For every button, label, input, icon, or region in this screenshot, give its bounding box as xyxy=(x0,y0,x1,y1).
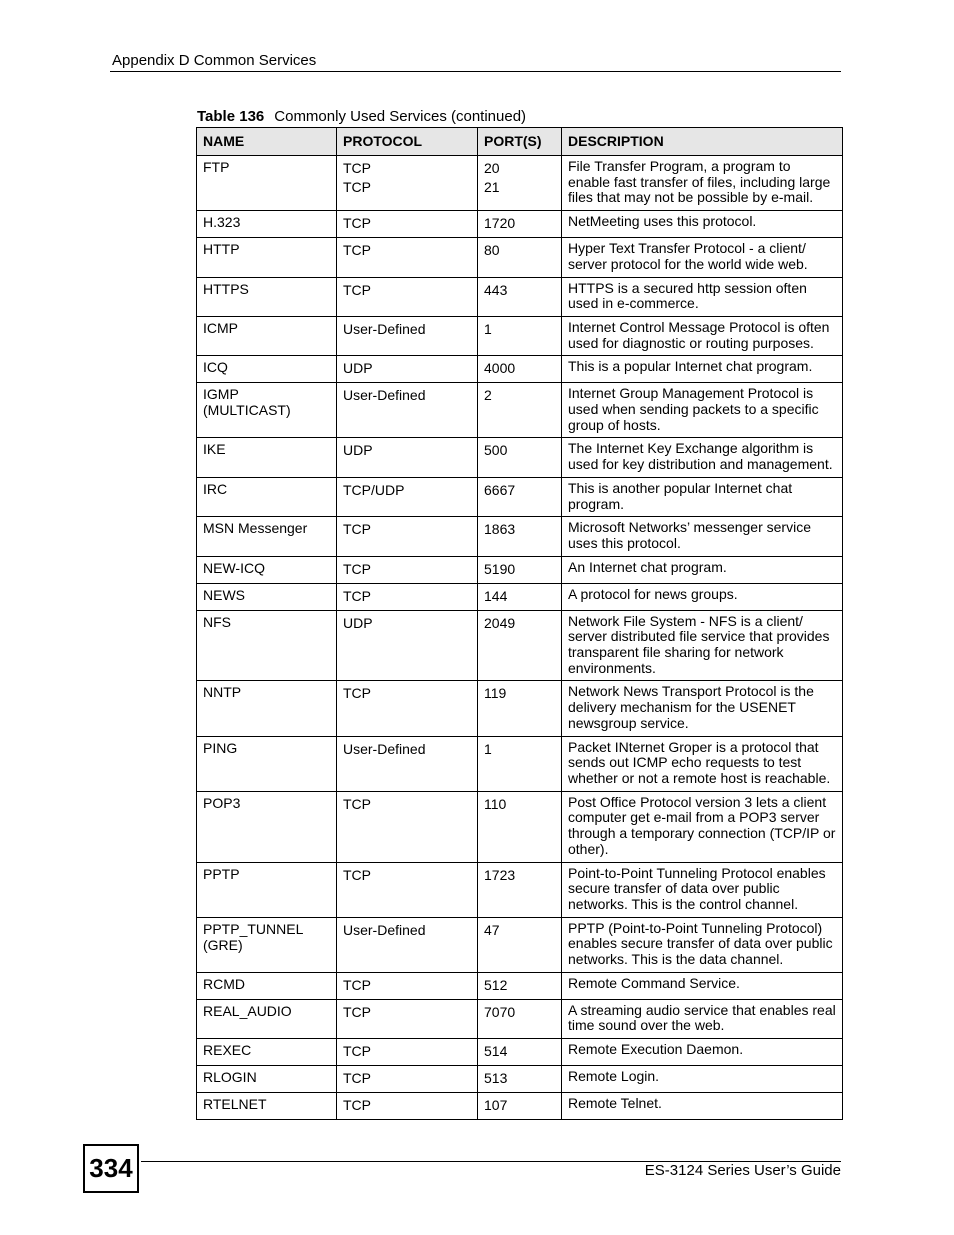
column-header-name: NAME xyxy=(197,128,337,156)
table-row xyxy=(197,1093,843,1120)
table-row xyxy=(197,238,843,277)
cell-protocol xyxy=(337,438,478,477)
cell-description: Remote Execution Daemon. xyxy=(562,1039,843,1066)
protocol-value: TCP xyxy=(343,1003,371,1020)
protocol-value: UDP xyxy=(343,442,373,459)
cell-protocol xyxy=(337,1093,478,1120)
table-row xyxy=(197,972,843,999)
port-value: 1723 xyxy=(484,866,516,883)
cell-protocol xyxy=(337,736,478,791)
cell-name: REAL_AUDIO xyxy=(197,999,337,1038)
cell-name: H.323 xyxy=(197,211,337,238)
cell-ports xyxy=(478,356,562,383)
port-value: 80 xyxy=(484,242,500,259)
cell-name: NEW-ICQ xyxy=(197,556,337,583)
protocol-value: TCP xyxy=(343,587,371,604)
cell-description: PPTP (Point-to-Point Tunneling Protocol) enables secure transfer of data over public networks. This is the data channel. xyxy=(562,917,843,972)
cell-description: Remote Command Service. xyxy=(562,972,843,999)
cell-protocol xyxy=(337,610,478,681)
protocol-value: TCP/UDP xyxy=(343,481,405,498)
cell-ports xyxy=(478,156,562,211)
protocol-value: TCP xyxy=(343,242,371,259)
cell-description: Network News Transport Protocol is the delivery mechanism for the USENET newsgroup service. xyxy=(562,681,843,736)
cell-ports xyxy=(478,238,562,277)
protocol-value: TCP xyxy=(343,685,371,702)
cell-ports xyxy=(478,862,562,917)
table-row xyxy=(197,862,843,917)
cell-description: Internet Control Message Protocol is often used for diagnostic or routing purposes. xyxy=(562,316,843,355)
protocol-value: TCP xyxy=(343,179,371,195)
cell-ports xyxy=(478,277,562,316)
table-row xyxy=(197,277,843,316)
cell-protocol xyxy=(337,791,478,862)
cell-ports xyxy=(478,917,562,972)
cell-protocol xyxy=(337,917,478,972)
cell-ports xyxy=(478,999,562,1038)
table-caption-title: Commonly Used Services (continued) xyxy=(274,108,527,125)
table-row xyxy=(197,477,843,516)
table-header-row xyxy=(197,128,843,156)
port-value: 512 xyxy=(484,976,508,993)
cell-description: An Internet chat program. xyxy=(562,556,843,583)
port-value: 5190 xyxy=(484,560,516,577)
table-row xyxy=(197,917,843,972)
cell-name: IGMP (MULTICAST) xyxy=(197,383,337,438)
cell-ports xyxy=(478,438,562,477)
cell-ports xyxy=(478,1066,562,1093)
cell-name: FTP xyxy=(197,156,337,211)
cell-name: HTTP xyxy=(197,238,337,277)
table-row xyxy=(197,610,843,681)
cell-name: MSN Messenger xyxy=(197,517,337,556)
cell-description: Microsoft Networks’ messenger service uses this protocol. xyxy=(562,517,843,556)
cell-name: NFS xyxy=(197,610,337,681)
cell-name: PPTP_TUNNEL (GRE) xyxy=(197,917,337,972)
cell-protocol xyxy=(337,1039,478,1066)
cell-protocol xyxy=(337,862,478,917)
cell-protocol xyxy=(337,517,478,556)
protocol-value: TCP xyxy=(343,160,371,176)
cell-name: REXEC xyxy=(197,1039,337,1066)
table-row xyxy=(197,1039,843,1066)
cell-description: A protocol for news groups. xyxy=(562,583,843,610)
cell-description: Remote Telnet. xyxy=(562,1093,843,1120)
protocol-value: TCP xyxy=(343,521,371,538)
cell-name: HTTPS xyxy=(197,277,337,316)
cell-protocol xyxy=(337,583,478,610)
cell-ports xyxy=(478,681,562,736)
cell-description: NetMeeting uses this protocol. xyxy=(562,211,843,238)
port-value: 500 xyxy=(484,442,508,459)
page-number: 334 xyxy=(83,1144,139,1193)
protocol-value: TCP xyxy=(343,560,371,577)
cell-name: NNTP xyxy=(197,681,337,736)
protocol-value: TCP xyxy=(343,1070,371,1087)
cell-name: ICMP xyxy=(197,316,337,355)
port-value: 110 xyxy=(484,795,507,812)
table-body xyxy=(197,156,843,1120)
cell-protocol xyxy=(337,383,478,438)
column-header-protocol: PROTOCOL xyxy=(337,128,478,156)
cell-protocol xyxy=(337,238,478,277)
cell-ports xyxy=(478,791,562,862)
cell-name: RTELNET xyxy=(197,1093,337,1120)
table-row xyxy=(197,316,843,355)
protocol-value: User-Defined xyxy=(343,740,426,757)
port-value: 514 xyxy=(484,1043,508,1060)
cell-description: This is another popular Internet chat program. xyxy=(562,477,843,516)
protocol-value: User-Defined xyxy=(343,320,426,337)
cell-ports xyxy=(478,972,562,999)
protocol-value: User-Defined xyxy=(343,921,426,938)
table-row xyxy=(197,681,843,736)
port-value: 1 xyxy=(484,740,492,757)
table-row xyxy=(197,556,843,583)
column-header-description: DESCRIPTION xyxy=(562,128,843,156)
cell-protocol xyxy=(337,681,478,736)
protocol-value: UDP xyxy=(343,360,373,377)
port-value: 21 xyxy=(484,179,500,195)
column-header-ports: PORT(S) xyxy=(478,128,562,156)
protocol-value: UDP xyxy=(343,614,373,631)
cell-protocol xyxy=(337,356,478,383)
cell-description: Point-to-Point Tunneling Protocol enables secure transfer of data over public networks. This is the control channel. xyxy=(562,862,843,917)
cell-protocol xyxy=(337,277,478,316)
cell-description: Remote Login. xyxy=(562,1066,843,1093)
port-value: 4000 xyxy=(484,360,516,377)
cell-protocol xyxy=(337,556,478,583)
cell-description: Network File System - NFS is a client/ server distributed file service that provides transparent file sharing for network environments. xyxy=(562,610,843,681)
cell-protocol xyxy=(337,1066,478,1093)
cell-ports xyxy=(478,1093,562,1120)
table-row xyxy=(197,156,843,211)
port-value: 2049 xyxy=(484,614,516,631)
table-caption-label: Table 136 xyxy=(197,108,265,125)
header-divider xyxy=(110,71,841,72)
cell-protocol xyxy=(337,477,478,516)
cell-description: A streaming audio service that enables real time sound over the web. xyxy=(562,999,843,1038)
cell-description: The Internet Key Exchange algorithm is used for key distribution and management. xyxy=(562,438,843,477)
cell-ports xyxy=(478,477,562,516)
table-row xyxy=(197,383,843,438)
cell-description: This is a popular Internet chat program. xyxy=(562,356,843,383)
cell-protocol xyxy=(337,156,478,211)
port-value: 47 xyxy=(484,921,500,938)
protocol-value: TCP xyxy=(343,215,371,232)
cell-description: Post Office Protocol version 3 lets a client computer get e-mail from a POP3 server through a temporary connection (TCP/IP or other). xyxy=(562,791,843,862)
table-row xyxy=(197,211,843,238)
table-row xyxy=(197,1066,843,1093)
cell-ports xyxy=(478,736,562,791)
guide-title: ES-3124 Series User’s Guide xyxy=(644,1162,841,1179)
protocol-value: TCP xyxy=(343,1043,371,1060)
port-value: 1863 xyxy=(484,521,516,538)
port-value: 1720 xyxy=(484,215,516,232)
protocol-value: User-Defined xyxy=(343,387,426,404)
port-value: 107 xyxy=(484,1097,508,1114)
protocol-value: TCP xyxy=(343,866,371,883)
table-row xyxy=(197,438,843,477)
table-row xyxy=(197,999,843,1038)
port-value: 144 xyxy=(484,587,508,604)
cell-name: RCMD xyxy=(197,972,337,999)
cell-ports xyxy=(478,1039,562,1066)
protocol-value: TCP xyxy=(343,795,371,812)
port-value: 1 xyxy=(484,320,492,337)
cell-description: Internet Group Management Protocol is used when sending packets to a specific group of hosts. xyxy=(562,383,843,438)
port-value: 20 xyxy=(484,160,500,176)
table-row xyxy=(197,583,843,610)
table-row xyxy=(197,517,843,556)
cell-protocol xyxy=(337,211,478,238)
port-value: 2 xyxy=(484,387,492,404)
cell-protocol xyxy=(337,316,478,355)
cell-protocol xyxy=(337,972,478,999)
table-row xyxy=(197,791,843,862)
services-table xyxy=(196,127,843,1120)
cell-ports xyxy=(478,583,562,610)
cell-name: ICQ xyxy=(197,356,337,383)
protocol-value: TCP xyxy=(343,976,371,993)
running-header: Appendix D Common Services xyxy=(112,52,317,69)
cell-ports xyxy=(478,211,562,238)
table-caption xyxy=(197,108,526,125)
cell-name: IKE xyxy=(197,438,337,477)
cell-name: RLOGIN xyxy=(197,1066,337,1093)
cell-description: HTTPS is a secured http session often used in e-commerce. xyxy=(562,277,843,316)
protocol-value: TCP xyxy=(343,281,371,298)
cell-ports xyxy=(478,517,562,556)
cell-name: IRC xyxy=(197,477,337,516)
cell-name: PPTP xyxy=(197,862,337,917)
cell-description: Packet INternet Groper is a protocol that sends out ICMP echo requests to test whether or not a remote host is reachable. xyxy=(562,736,843,791)
table-row xyxy=(197,356,843,383)
cell-ports xyxy=(478,610,562,681)
port-value: 443 xyxy=(484,281,508,298)
cell-ports xyxy=(478,556,562,583)
cell-description: Hyper Text Transfer Protocol - a client/ server protocol for the world wide web. xyxy=(562,238,843,277)
cell-name: NEWS xyxy=(197,583,337,610)
cell-ports xyxy=(478,316,562,355)
port-value: 6667 xyxy=(484,481,516,498)
port-value: 119 xyxy=(484,685,507,702)
cell-ports xyxy=(478,383,562,438)
port-value: 513 xyxy=(484,1070,508,1087)
cell-name: PING xyxy=(197,736,337,791)
cell-description: File Transfer Program, a program to enable fast transfer of files, including large files that may not be possible by e-mail. xyxy=(562,156,843,211)
protocol-value: TCP xyxy=(343,1097,371,1114)
table-row xyxy=(197,736,843,791)
port-value: 7070 xyxy=(484,1003,516,1020)
cell-protocol xyxy=(337,999,478,1038)
cell-name: POP3 xyxy=(197,791,337,862)
